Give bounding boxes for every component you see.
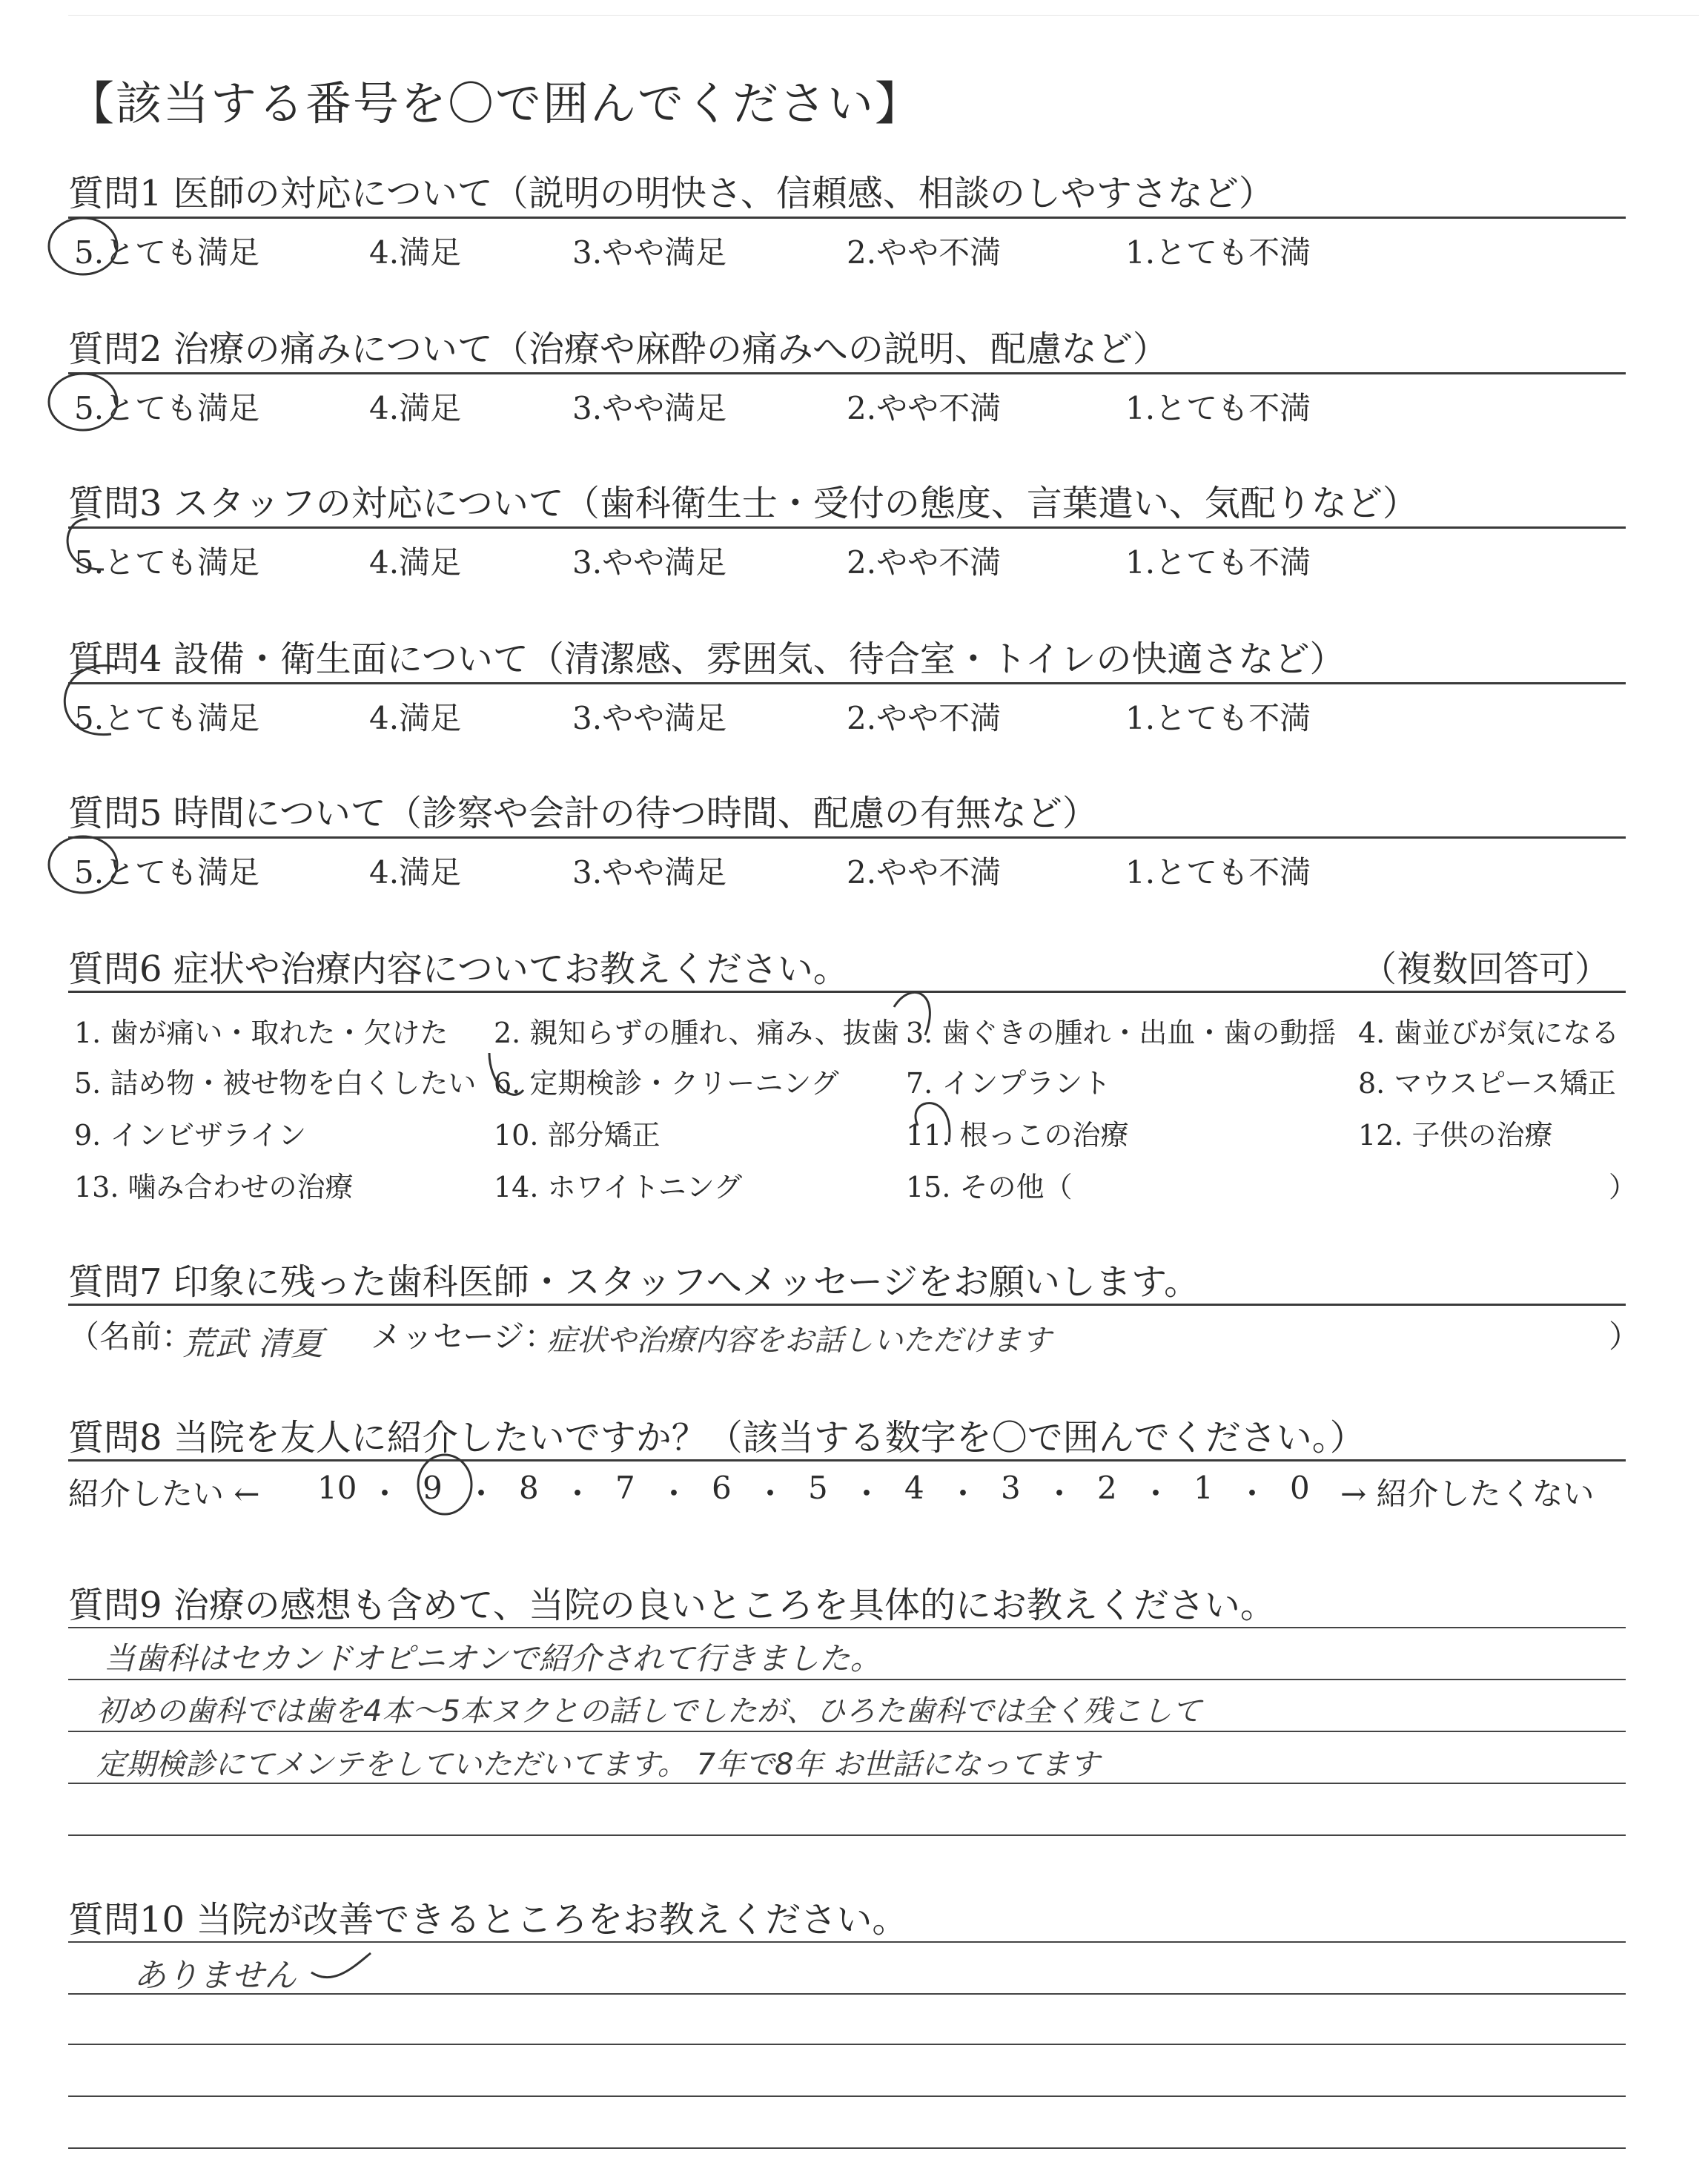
q6-other-close: ） [1609, 1171, 1638, 1203]
q6-option-1[interactable]: 1. 歯が痛い・取れた・欠けた [74, 1017, 448, 1049]
q8-scale-4[interactable]: 4 [904, 1470, 924, 1506]
q4-option-1[interactable]: 1.とても不満 [1125, 700, 1311, 736]
q7-name-label: （名前： [68, 1318, 193, 1355]
q4-option-2[interactable]: 2.やや不満 [847, 700, 1002, 736]
q4-title: 質問4 設備・衛生面について（清潔感、雰囲気、待合室・トイレの快適さなど） [68, 638, 1345, 680]
q8-scale-0[interactable]: 0 [1290, 1470, 1310, 1506]
q8-scale-7[interactable]: 7 [615, 1470, 635, 1506]
q2-option-5[interactable]: 5.とても満足 [74, 390, 260, 426]
q8-scale-separator: ・ [947, 1476, 979, 1512]
q7-message-value[interactable]: 症状や治療内容をお話しいただけます [547, 1324, 1051, 1358]
q6-option-3[interactable]: 3. 歯ぐきの腫れ・出血・歯の動揺 [906, 1017, 1337, 1049]
q8-scale-3[interactable]: 3 [1001, 1470, 1021, 1506]
q6-option-15[interactable]: 15. その他（ [906, 1171, 1073, 1203]
q3-rule [68, 526, 1626, 529]
q7-name-value[interactable]: 荒武 清夏 [182, 1325, 323, 1363]
q6-note: （複数回答可） [1361, 948, 1611, 990]
q3-option-4[interactable]: 4.満足 [369, 544, 462, 581]
q8-scale-2[interactable]: 2 [1097, 1470, 1117, 1506]
q10-title: 質問10 当院が改善できるところをお教えください。 [68, 1899, 908, 1941]
q8-scale-10[interactable]: 10 [317, 1470, 357, 1506]
q3-option-1[interactable]: 1.とても不満 [1125, 544, 1311, 581]
q8-scale-6[interactable]: 6 [712, 1470, 732, 1506]
q3-title: 質問3 スタッフの対応について（歯科衛生士・受付の態度、言葉遣い、気配りなど） [68, 483, 1418, 524]
q5-option-5[interactable]: 5.とても満足 [74, 854, 260, 891]
q8-scale-1[interactable]: 1 [1194, 1470, 1214, 1506]
q6-option-13[interactable]: 13. 噛み合わせの治療 [74, 1171, 354, 1203]
q5-title: 質問5 時間について（診察や会計の待つ時間、配慮の有無など） [68, 793, 1098, 834]
q6-option-11[interactable]: 11. 根っこの治療 [906, 1119, 1129, 1152]
q2-option-1[interactable]: 1.とても不満 [1125, 390, 1311, 426]
q10-line-5 [68, 2147, 1626, 2149]
q6-option-5[interactable]: 5. 詰め物・被せ物を白くしたい [74, 1067, 477, 1100]
q8-rule [68, 1459, 1626, 1462]
q2-option-2[interactable]: 2.やや不満 [847, 390, 1002, 426]
q4-option-4[interactable]: 4.満足 [369, 700, 462, 736]
q2-title: 質問2 治療の痛みについて（治療や麻酔の痛みへの説明、配慮など） [68, 328, 1168, 370]
q3-option-2[interactable]: 2.やや不満 [847, 544, 1002, 581]
q8-scale-separator: ・ [466, 1476, 497, 1512]
q9-line-2 [68, 1679, 1626, 1680]
q8-title: 質問8 当院を友人に紹介したいですか？（該当する数字を〇で囲んでください。） [68, 1417, 1366, 1459]
q10-answer-line-1[interactable]: ありません [133, 1957, 297, 1995]
q10-line-2 [68, 1993, 1626, 1995]
q7-title: 質問7 印象に残った歯科医師・スタッフへメッセージをお願いします。 [68, 1261, 1200, 1303]
q10-underline-stroke [311, 1953, 371, 1978]
q8-scale-separator: ・ [851, 1476, 883, 1512]
q4-option-5[interactable]: 5.とても満足 [74, 700, 260, 736]
q9-line-5 [68, 1834, 1626, 1836]
q6-title: 質問6 症状や治療内容についてお教えください。 [68, 948, 849, 990]
q1-option-5[interactable]: 5.とても満足 [74, 234, 260, 271]
q2-option-4[interactable]: 4.満足 [369, 390, 462, 426]
q9-answer-line-2[interactable]: 初めの歯科では歯を4本〜5本ヌクとの話しでしたが、ひろた歯科では全く残こして [96, 1694, 1202, 1728]
q8-scale-5[interactable]: 5 [808, 1470, 828, 1506]
q8-left-label: 紹介したい ← [68, 1476, 260, 1512]
q1-rule [68, 217, 1626, 219]
q6-option-4[interactable]: 4. 歯並びが気になる [1358, 1017, 1620, 1049]
q10-line-1 [68, 1941, 1626, 1943]
q9-answer-line-1[interactable]: 当歯科はセカンドオピニオンで紹介されて行きました。 [104, 1640, 881, 1677]
q1-option-1[interactable]: 1.とても不満 [1125, 234, 1311, 271]
q6-rule [68, 991, 1626, 993]
q6-option-7[interactable]: 7. インプラント [906, 1067, 1111, 1100]
top-border [68, 15, 1699, 16]
q3-option-5[interactable]: 5.とても満足 [74, 544, 260, 581]
q9-line-3 [68, 1731, 1626, 1732]
q6-option-10[interactable]: 10. 部分矯正 [494, 1119, 661, 1152]
q4-option-3[interactable]: 3.やや満足 [572, 700, 727, 736]
q6-option-2[interactable]: 2. 親知らずの腫れ、痛み、抜歯 [494, 1017, 899, 1049]
q5-rule [68, 836, 1626, 839]
q1-title: 質問1 医師の対応について（説明の明快さ、信頼感、相談のしやすさなど） [68, 173, 1274, 214]
q9-line-1 [68, 1627, 1626, 1628]
q2-rule [68, 372, 1626, 374]
q4-rule [68, 682, 1626, 684]
q7-rule [68, 1304, 1626, 1306]
q8-scale-9[interactable]: 9 [423, 1470, 443, 1506]
q5-option-3[interactable]: 3.やや満足 [572, 854, 727, 891]
q8-right-label: → 紹介したくない [1340, 1476, 1595, 1512]
q8-scale-separator: ・ [1044, 1476, 1076, 1512]
q8-scale-separator: ・ [369, 1476, 401, 1512]
q8-scale-separator: ・ [658, 1476, 690, 1512]
q1-option-4[interactable]: 4.満足 [369, 234, 462, 271]
q7-close: ） [1609, 1318, 1641, 1355]
q8-scale-separator: ・ [1140, 1476, 1172, 1512]
q5-option-2[interactable]: 2.やや不満 [847, 854, 1002, 891]
q7-message-label: メッセージ： [371, 1318, 556, 1355]
q10-line-3 [68, 2044, 1626, 2045]
q6-option-6[interactable]: 6. 定期検診・クリーニング [494, 1067, 839, 1100]
q3-option-3[interactable]: 3.やや満足 [572, 544, 727, 581]
q6-option-12[interactable]: 12. 子供の治療 [1358, 1119, 1553, 1152]
q8-scale-separator: ・ [755, 1476, 787, 1512]
q6-option-14[interactable]: 14. ホワイトニング [494, 1171, 743, 1203]
q8-scale-8[interactable]: 8 [519, 1470, 539, 1506]
q2-option-3[interactable]: 3.やや満足 [572, 390, 727, 426]
q9-answer-line-3[interactable]: 定期検診にてメンテをしていただいてます。 7年で8年 お世話になってます [96, 1748, 1100, 1782]
q5-option-1[interactable]: 1.とても不満 [1125, 854, 1311, 891]
q10-line-4 [68, 2095, 1626, 2097]
q1-option-2[interactable]: 2.やや不満 [847, 234, 1002, 271]
q6-option-8[interactable]: 8. マウスピース矯正 [1358, 1067, 1616, 1100]
page-title: 【該当する番号を〇で囲んでください】 [68, 76, 923, 131]
q9-title: 質問9 治療の感想も含めて、当院の良いところを具体的にお教えください。 [68, 1585, 1276, 1626]
q5-option-4[interactable]: 4.満足 [369, 854, 462, 891]
q1-option-3[interactable]: 3.やや満足 [572, 234, 727, 271]
q8-scale-separator: ・ [562, 1476, 594, 1512]
q8-scale-separator: ・ [1237, 1476, 1268, 1512]
q6-option-9[interactable]: 9. インビザライン [74, 1119, 307, 1152]
